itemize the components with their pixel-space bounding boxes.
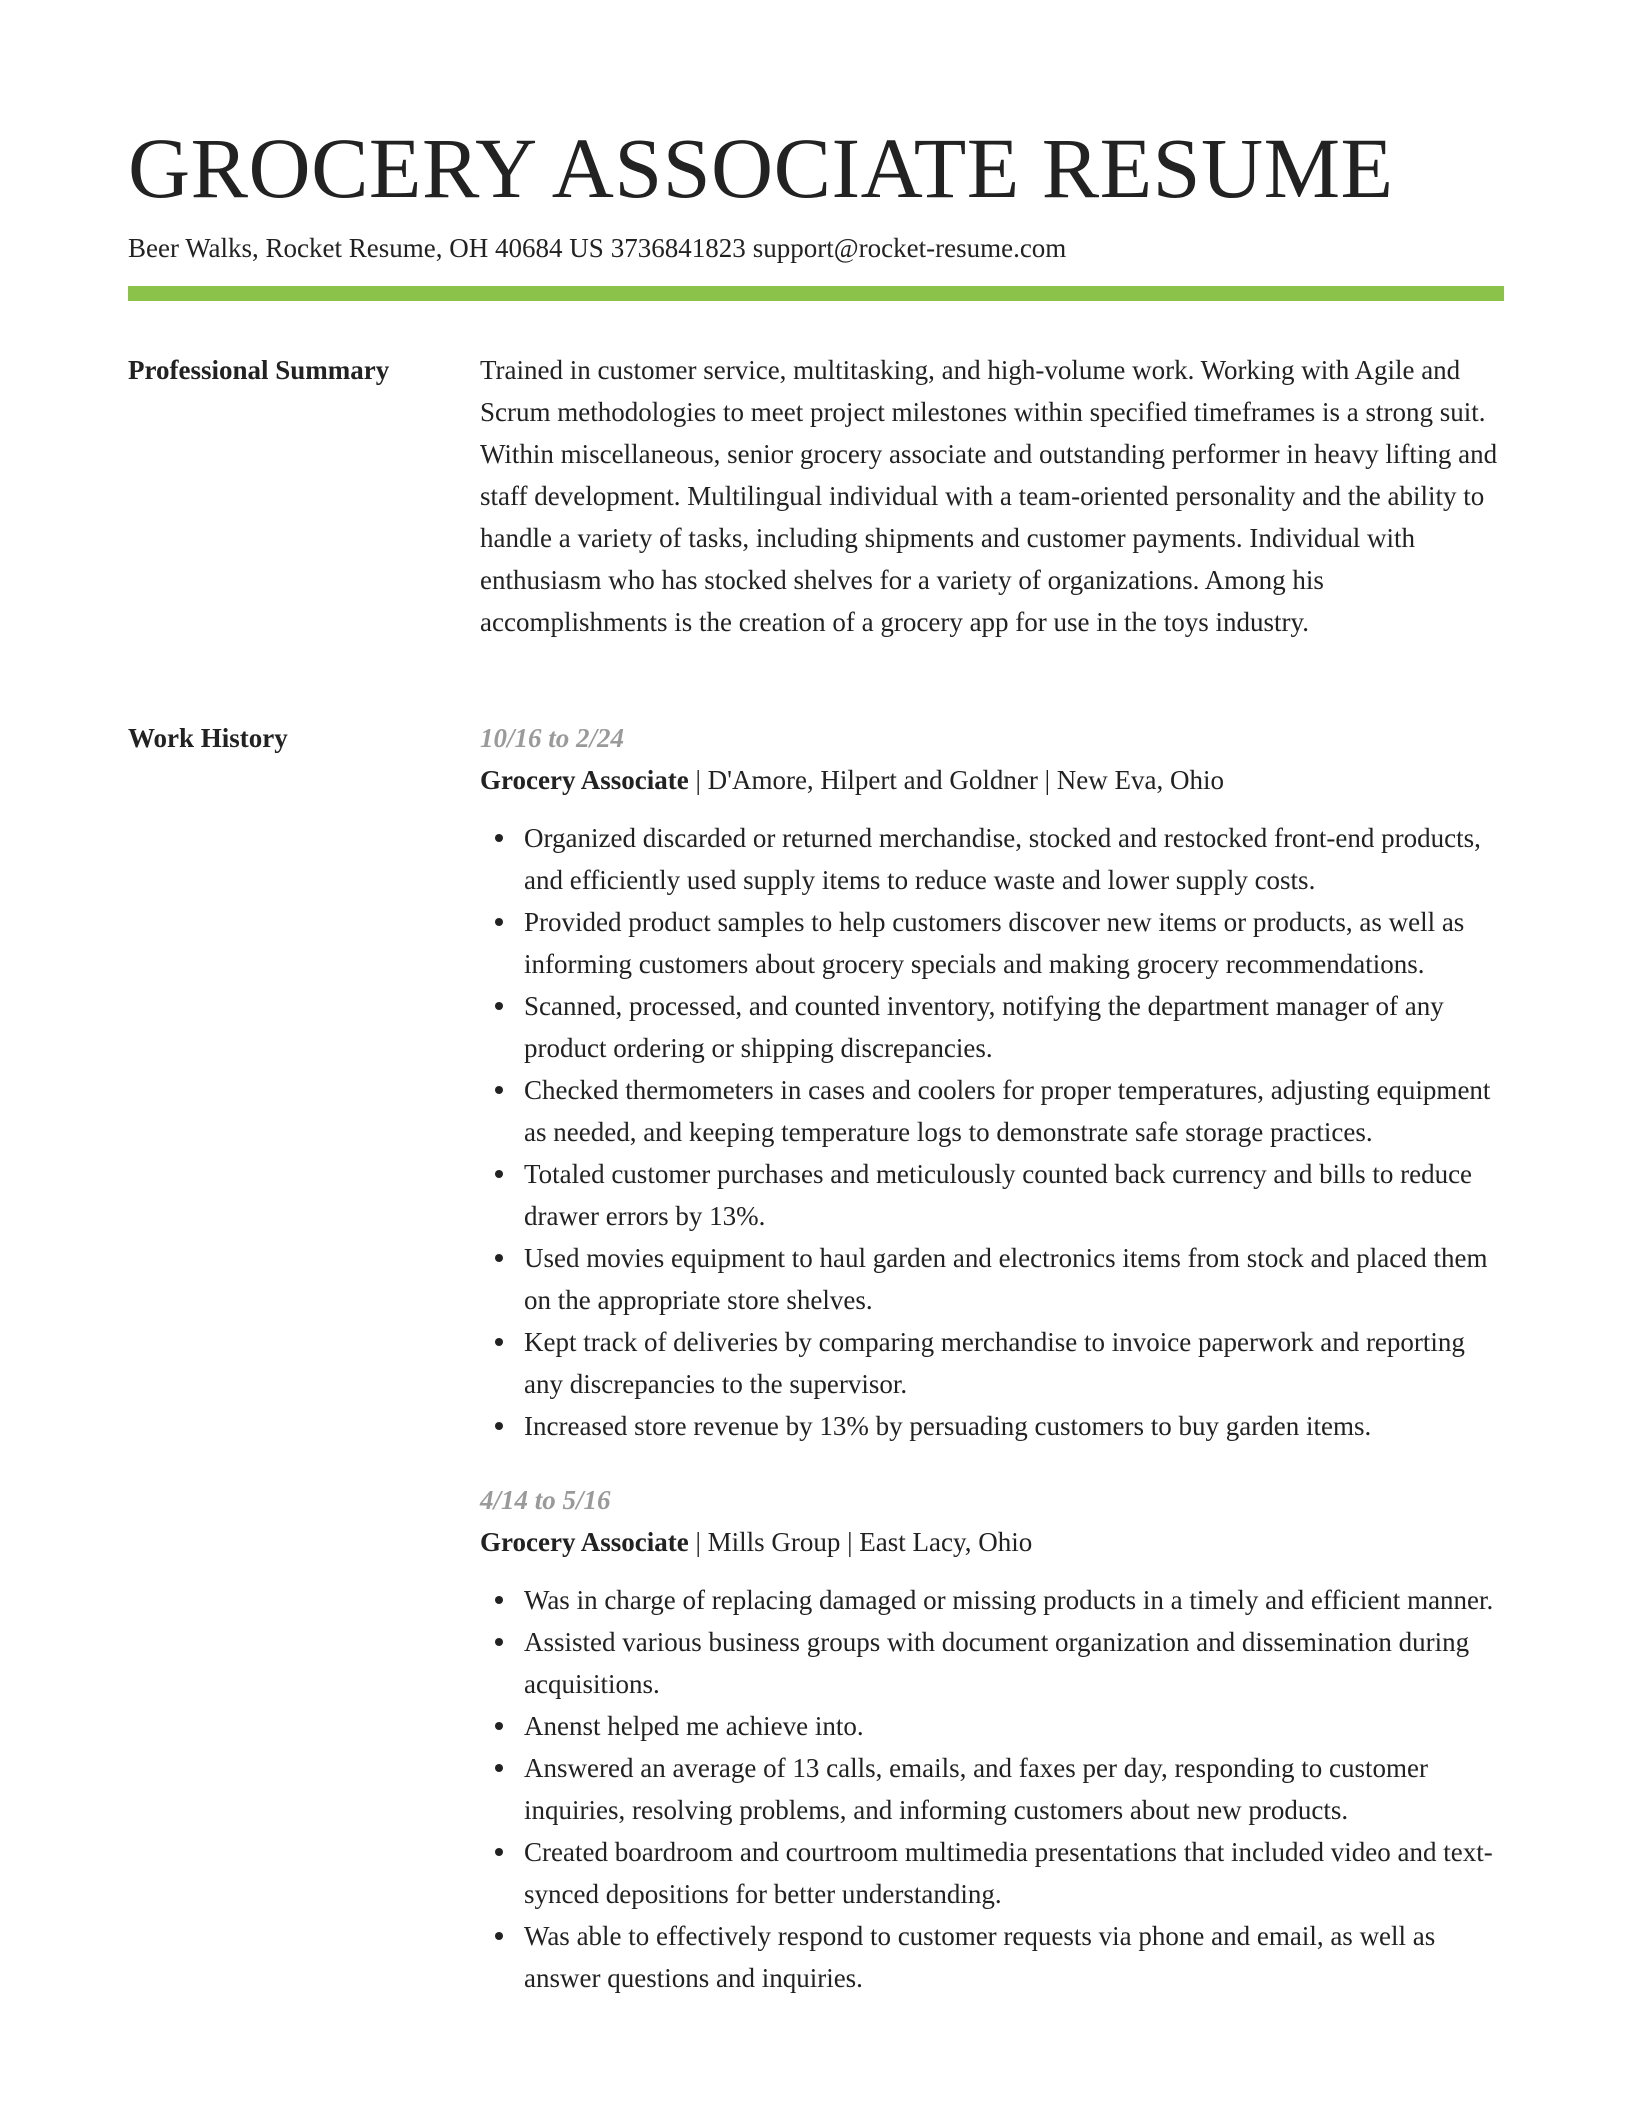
job-bullet: Scanned, processed, and counted inventory, notifying the department manager of any product ordering or shipping discrepancies. bbox=[524, 985, 1504, 1069]
job-details: | D'Amore, Hilpert and Goldner | New Eva, Ohio bbox=[688, 765, 1224, 795]
contact-address: Beer Walks, Rocket Resume, OH 40684 US bbox=[128, 233, 604, 263]
job-bullet: Answered an average of 13 calls, emails, and faxes per day, responding to customer inquiries, resolving problems, and informing customers about new products. bbox=[524, 1747, 1504, 1831]
work-history-label: Work History bbox=[128, 723, 288, 753]
job-bullet-list bbox=[480, 817, 1504, 1447]
summary-text: Trained in customer service, multitasking, and high-volume work. Working with Agile and Scrum methodologies to meet project milestones within specified timeframes is a strong suit. Within miscellaneous, senior grocery associate and outstanding performer in heavy lifting and staff development. Multilingual individual with a team-oriented personality and the ability to handle a variety of tasks, including shipments and customer payments. Individual with enthusiasm who has stocked shelves for a variety of organizations. Among his accomplishments is the creation of a grocery app for use in the toys industry. bbox=[480, 355, 1498, 637]
job-bullet: Organized discarded or returned merchandise, stocked and restocked front-end products, and efficiently used supply items to reduce waste and lower supply costs. bbox=[524, 817, 1504, 901]
job-bullet: Was able to effectively respond to customer requests via phone and email, as well as answer questions and inquiries. bbox=[524, 1915, 1504, 1999]
job-entry bbox=[480, 1479, 1504, 1999]
job-dates: 4/14 to 5/16 bbox=[480, 1485, 611, 1515]
job-heading bbox=[480, 759, 1504, 801]
job-details: | Mills Group | East Lacy, Ohio bbox=[688, 1527, 1033, 1557]
job-entry bbox=[480, 717, 1504, 1447]
job-bullet: Increased store revenue by 13% by persuading customers to buy garden items. bbox=[524, 1405, 1504, 1447]
job-bullet: Created boardroom and courtroom multimedia presentations that included video and text-synced depositions for better understanding. bbox=[524, 1831, 1504, 1915]
job-bullet: Assisted various business groups with document organization and dissemination during acquisitions. bbox=[524, 1621, 1504, 1705]
job-bullet: Used movies equipment to haul garden and electronics items from stock and placed them on the appropriate store shelves. bbox=[524, 1237, 1504, 1321]
job-bullet: Was in charge of replacing damaged or missing products in a timely and efficient manner. bbox=[524, 1579, 1504, 1621]
job-bullet: Provided product samples to help customers discover new items or products, as well as informing customers about grocery specials and making grocery recommendations. bbox=[524, 901, 1504, 985]
contact-phone: 3736841823 bbox=[610, 233, 746, 263]
summary-label: Professional Summary bbox=[128, 355, 390, 385]
job-bullet: Kept track of deliveries by comparing merchandise to invoice paperwork and reporting any discrepancies to the supervisor. bbox=[524, 1321, 1504, 1405]
header-divider bbox=[128, 286, 1504, 301]
job-heading bbox=[480, 1521, 1504, 1563]
job-dates: 10/16 to 2/24 bbox=[480, 723, 625, 753]
job-title: Grocery Associate bbox=[480, 1527, 689, 1557]
contact-line bbox=[128, 230, 1066, 266]
job-bullet: Totaled customer purchases and meticulously counted back currency and bills to reduce drawer errors by 13%. bbox=[524, 1153, 1504, 1237]
job-bullet-list bbox=[480, 1579, 1504, 1999]
work-history-body bbox=[480, 717, 1504, 2031]
job-title: Grocery Associate bbox=[480, 765, 689, 795]
job-bullet: Checked thermometers in cases and coolers for proper temperatures, adjusting equipment as needed, and keeping temperature logs to demonstrate safe storage practices. bbox=[524, 1069, 1504, 1153]
contact-email: support@rocket-resume.com bbox=[752, 233, 1067, 263]
resume-title: GROCERY ASSOCIATE RESUME bbox=[128, 120, 1394, 216]
summary-body bbox=[480, 349, 1504, 643]
job-bullet: Anenst helped me achieve into. bbox=[524, 1705, 1504, 1747]
